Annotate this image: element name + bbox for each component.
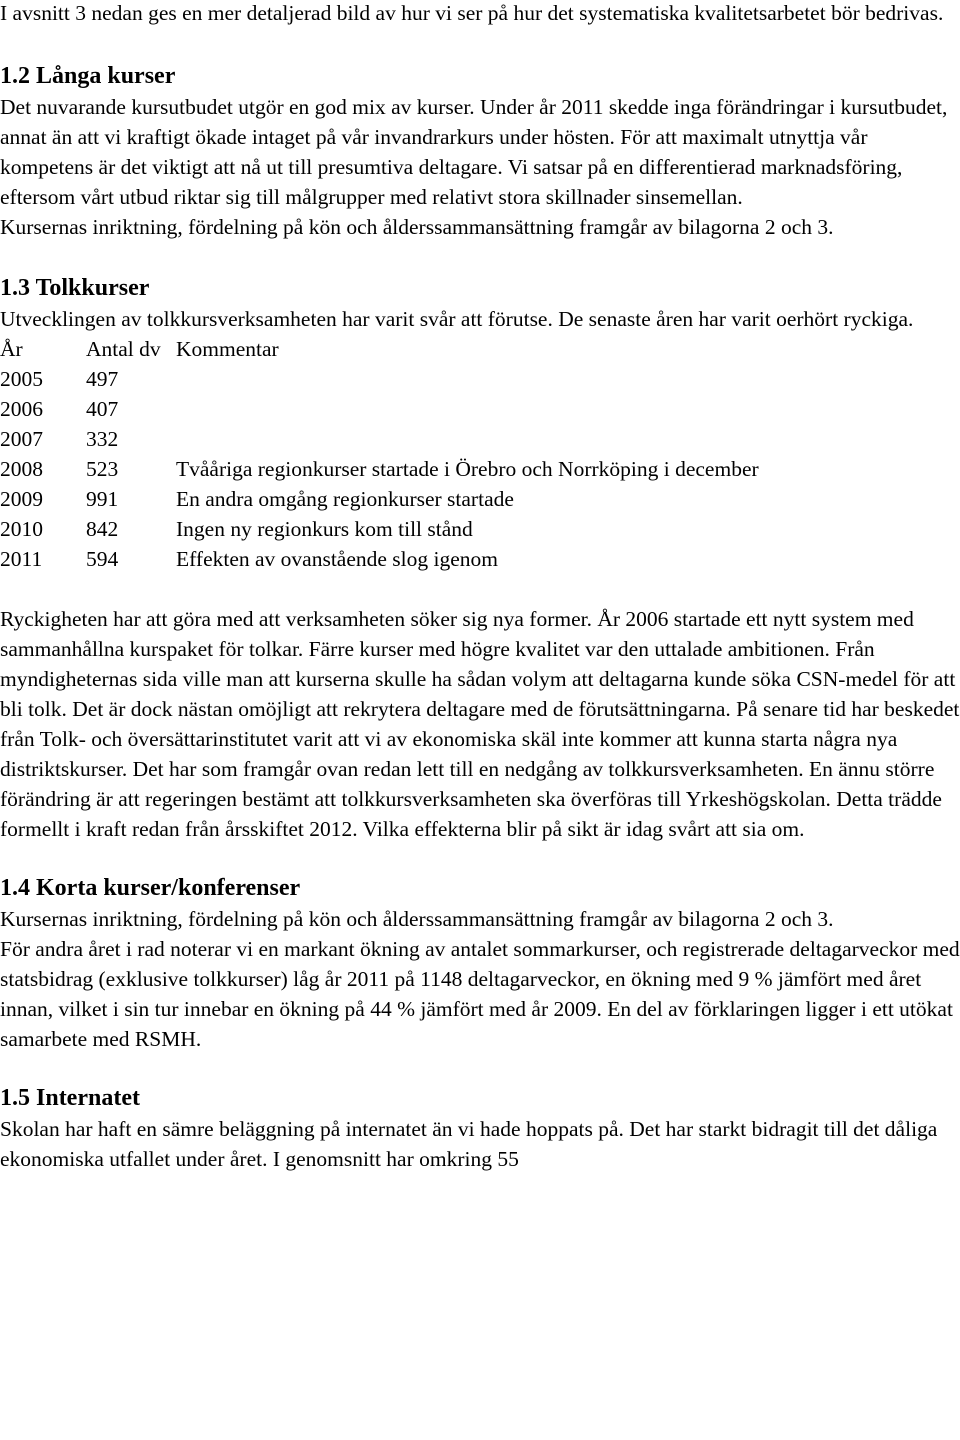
table-cell-comment: Effekten av ovanstående slog igenom [176,547,499,571]
table-cell-year: 2011 [0,547,43,571]
table-cell-year: 2010 [0,517,43,541]
table-row [0,364,759,394]
table-row [0,514,759,544]
section-heading-1-5: 1.5 Internatet [0,1085,140,1111]
table-header-row [0,334,759,364]
table-row [0,484,759,514]
table-cell-count: 523 [86,457,119,481]
table-cell-year: 2009 [0,487,43,511]
section-heading-1-3: 1.3 Tolkkurser [0,275,150,301]
table-row [0,454,759,484]
table-cell-comment: En andra omgång regionkurser startade [176,487,514,511]
section-1-2-paragraph-1: Det nuvarande kursutbudet utgör en god mix av kurser. Under år 2011 skedde inga förändringar i kursutbudet, annat än att vi kraftigt ökade intaget på vår invandrarkurs under hösten. För att maximalt utnyttja vår kompetens är det viktigt att nå ut till presumtiva deltagare. Vi satsar på en differentierad marknadsföring, eftersom vårt utbud riktar sig till målgrupper med relativt stora skillnader sinsemellan. [0,95,948,209]
table-cell-comment: Tvååriga regionkurser startade i Örebro och Norrköping i december [176,457,759,481]
table-cell-comment: Ingen ny regionkurs kom till stånd [176,517,473,541]
table-cell-comment [176,394,759,424]
table-cell-comment [176,364,759,394]
section-1-2-paragraph-2: Kursernas inriktning, fördelning på kön och ålderssammansättning framgår av bilagorna 2 och 3. [0,215,834,239]
table-cell-year: 2007 [0,427,43,451]
table-cell-count: 991 [86,487,119,511]
spacer [0,844,960,872]
table-cell-count: 497 [86,367,119,391]
section-1-4-paragraph-2: För andra året i rad noterar vi en markant ökning av antalet sommarkurser, och registrerade deltagarveckor med statsbidrag (exklusive tolkkurser) låg år 2011 på 1148 deltagarveckor, en ökning med 9 % jämfört med året innan, vilket i sin tur innebar en ökning på 44 % jämfört med år 2009. En del av förklaringen ligger i ett utökat samarbete med RSMH. [0,937,960,1051]
spacer [0,1054,960,1082]
section-heading-1-4: 1.4 Korta kurser/konferenser [0,875,301,901]
table-cell-count: 332 [86,427,119,451]
table-header-year: År [0,337,23,361]
spacer [0,574,960,604]
tolkkurser-table [0,334,759,574]
section-1-4-paragraph-1: Kursernas inriktning, fördelning på kön och ålderssammansättning framgår av bilagorna 2 och 3. [0,907,834,931]
intro-paragraph: I avsnitt 3 nedan ges en mer detaljerad bild av hur vi ser på hur det systematiska kvalitetsarbetet bör bedrivas. [0,1,944,25]
section-1-5-paragraph-1: Skolan har haft en sämre beläggning på internatet än vi hade hoppats på. Det har starkt bidragit till det dåliga ekonomiska utfallet under året. I genomsnitt har omkring 55 [0,1117,938,1171]
table-cell-count: 407 [86,397,119,421]
table-cell-comment [176,424,759,454]
section-1-3-paragraph-1: Utvecklingen av tolkkursverksamheten har varit svår att förutse. De senaste åren har varit oerhört ryckiga. [0,307,914,331]
table-cell-year: 2008 [0,457,43,481]
section-1-3-paragraph-2: Ryckigheten har att göra med att verksamheten söker sig nya former. År 2006 startade ett nytt system med sammanhållna kurspaket för tolkar. Färre kurser med högre kvalitet var den uttalade ambitionen. Från myndigheternas sida ville man att kurserna skulle ha sådan volym att deltagarna kunde söka CSN-medel för att bli tolk. Det är dock nästan omöjligt att rekrytera deltagare med de förutsättningarna. På senare tid har beskedet från Tolk- och översättarinstitutet varit att vi av ekonomiska skäl inte kommer att kunna starta några nya distriktskurser. Det har som framgår ovan redan lett till en nedgång av tolkkursverksamheten. En ännu större förändring är att regeringen bestämt att tolkkursverksamheten ska överföras till Yrkeshögskolan. Detta trädde formellt i kraft redan från årsskiftet 2012. Vilka effekterna blir på sikt är idag svårt att sia om. [0,607,960,841]
table-header-comment: Kommentar [176,337,279,361]
table-cell-year: 2006 [0,397,43,421]
table-row [0,544,759,574]
table-header-count: Antal dv [86,337,161,361]
table-row [0,424,759,454]
table-cell-count: 842 [86,517,119,541]
section-heading-1-2: 1.2 Långa kurser [0,63,176,89]
spacer [0,28,960,58]
table-cell-year: 2005 [0,367,43,391]
table-cell-count: 594 [86,547,119,571]
table-row [0,394,759,424]
spacer [0,242,960,272]
